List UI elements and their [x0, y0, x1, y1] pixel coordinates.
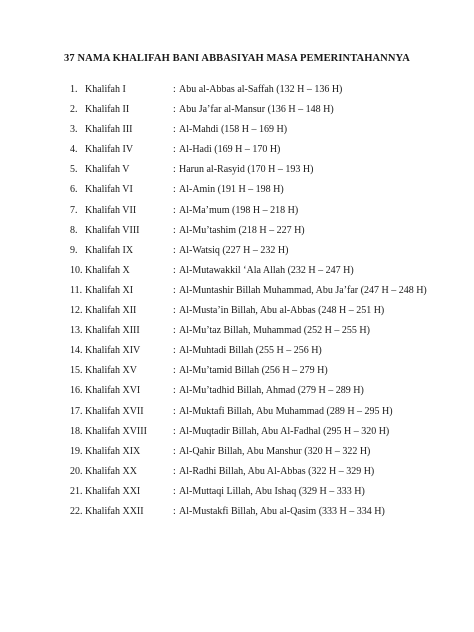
item-separator: : — [173, 204, 176, 216]
item-number: 17. — [70, 405, 83, 417]
item-separator: : — [173, 465, 176, 477]
item-separator: : — [173, 325, 176, 337]
list-item — [70, 506, 470, 526]
item-value: Al-Muhtadi Billah (255 H – 256 H) — [179, 345, 322, 357]
item-title: Khalifah V — [85, 164, 130, 176]
item-number: 9. — [70, 244, 78, 256]
item-number: 7. — [70, 204, 78, 216]
item-separator: : — [173, 365, 176, 377]
item-title: Khalifah XVIII — [85, 425, 147, 437]
item-separator: : — [173, 224, 176, 236]
list-item — [70, 285, 470, 305]
list-item — [70, 225, 470, 245]
item-title: Khalifah X — [85, 264, 130, 276]
list-item — [70, 265, 470, 285]
list-item — [70, 365, 470, 385]
item-value: Abu Ja’far al-Mansur (136 H – 148 H) — [179, 104, 334, 116]
item-separator: : — [173, 244, 176, 256]
list-item — [70, 406, 470, 426]
item-number: 1. — [70, 84, 78, 95]
item-number: 3. — [70, 124, 78, 136]
item-title: Khalifah XIII — [85, 325, 140, 337]
item-separator: : — [173, 505, 176, 517]
item-title: Khalifah I — [85, 84, 126, 95]
item-value: Al-Mu’tashim (218 H – 227 H) — [179, 224, 305, 236]
item-separator: : — [173, 445, 176, 457]
item-title: Khalifah VI — [85, 184, 133, 196]
list-item — [70, 325, 470, 345]
item-value: Al-Mu’tamid Billah (256 H – 279 H) — [179, 365, 328, 377]
list-item — [70, 144, 470, 164]
item-value: Al-Ma’mum (198 H – 218 H) — [179, 204, 299, 216]
item-separator: : — [173, 84, 176, 95]
item-title: Khalifah III — [85, 124, 133, 136]
list-item — [70, 104, 470, 124]
item-number: 5. — [70, 164, 78, 176]
item-separator: : — [173, 425, 176, 437]
item-separator: : — [173, 124, 176, 136]
item-value: Al-Watsiq (227 H – 232 H) — [179, 244, 289, 256]
item-value: Al-Muntashir Billah Muhammad, Abu Ja’far (247 H – 248 H) — [179, 284, 427, 296]
list-item — [70, 446, 470, 466]
item-title: Khalifah VIII — [85, 224, 140, 236]
list-item — [70, 84, 470, 104]
item-number: 18. — [70, 425, 83, 437]
item-title: Khalifah XIX — [85, 445, 141, 457]
item-value: Al-Hadi (169 H – 170 H) — [179, 144, 281, 156]
item-number: 22. — [70, 505, 83, 517]
item-title: Khalifah XV — [85, 365, 137, 377]
item-value: Al-Amin (191 H – 198 H) — [179, 184, 284, 196]
item-value: Al-Mutawakkil ‘Ala Allah (232 H – 247 H) — [179, 264, 354, 276]
item-separator: : — [173, 184, 176, 196]
item-value: Al-Musta’in Billah, Abu al-Abbas (248 H – 251 H) — [179, 305, 385, 317]
item-number: 6. — [70, 184, 78, 196]
item-number: 14. — [70, 345, 83, 357]
item-number: 21. — [70, 485, 83, 497]
item-separator: : — [173, 345, 176, 357]
item-number: 11. — [70, 284, 83, 296]
item-separator: : — [173, 144, 176, 156]
item-number: 10. — [70, 264, 83, 276]
item-title: Khalifah VII — [85, 204, 137, 216]
item-value: Al-Muttaqi Lillah, Abu Ishaq (329 H – 333 H) — [179, 485, 365, 497]
item-value: Al-Muktafi Billah, Abu Muhammad (289 H – 295 H) — [179, 405, 393, 417]
item-value: Al-Muqtadir Billah, Abu Al-Fadhal (295 H – 320 H) — [179, 425, 390, 437]
item-number: 2. — [70, 104, 78, 116]
item-title: Khalifah II — [85, 104, 130, 116]
item-number: 20. — [70, 465, 83, 477]
list-item — [70, 466, 470, 486]
item-separator: : — [173, 284, 176, 296]
list-item — [70, 426, 470, 446]
item-separator: : — [173, 264, 176, 276]
list-item — [70, 184, 470, 204]
item-value: Al-Mahdi (158 H – 169 H) — [179, 124, 288, 136]
list-item — [70, 124, 470, 144]
list-item — [70, 305, 470, 325]
item-title: Khalifah IV — [85, 144, 134, 156]
item-title: Khalifah IX — [85, 244, 134, 256]
list-item — [70, 486, 470, 506]
item-separator: : — [173, 405, 176, 417]
item-title: Khalifah XXI — [85, 485, 141, 497]
list-item — [70, 164, 470, 184]
item-number: 13. — [70, 325, 83, 337]
list-item — [70, 205, 470, 225]
item-number: 15. — [70, 365, 83, 377]
item-value: Harun al-Rasyid (170 H – 193 H) — [179, 164, 314, 176]
item-separator: : — [173, 305, 176, 317]
item-title: Khalifah XI — [85, 284, 134, 296]
item-value: Al-Radhi Billah, Abu Al-Abbas (322 H – 329 H) — [179, 465, 375, 477]
list-item — [70, 385, 470, 405]
item-number: 4. — [70, 144, 78, 156]
item-separator: : — [173, 385, 176, 397]
item-value: Al-Qahir Billah, Abu Manshur (320 H – 322 H) — [179, 445, 371, 457]
item-title: Khalifah XVII — [85, 405, 144, 417]
item-separator: : — [173, 104, 176, 116]
item-title: Khalifah XIV — [85, 345, 141, 357]
item-number: 19. — [70, 445, 83, 457]
item-title: Khalifah XII — [85, 305, 137, 317]
item-separator: : — [173, 485, 176, 497]
item-value: Al-Mu’taz Billah, Muhammad (252 H – 255 H) — [179, 325, 370, 337]
list-item — [70, 245, 470, 265]
item-separator: : — [173, 164, 176, 176]
list-item — [70, 345, 470, 365]
item-value: Al-Mustakfi Billah, Abu al-Qasim (333 H – 334 H) — [179, 505, 385, 517]
item-number: 8. — [70, 224, 78, 236]
item-number: 16. — [70, 385, 83, 397]
item-title: Khalifah XVI — [85, 385, 141, 397]
khalifah-list — [70, 84, 470, 526]
item-number: 12. — [70, 305, 83, 317]
item-title: Khalifah XX — [85, 465, 137, 477]
item-title: Khalifah XXII — [85, 505, 144, 517]
item-value: Abu al-Abbas al-Saffah (132 H – 136 H) — [179, 84, 343, 95]
document-title: 37 NAMA KHALIFAH BANI ABBASIYAH MASA PEMERINTAHANNYA — [64, 53, 410, 64]
item-value: Al-Mu’tadhid Billah, Ahmad (279 H – 289 H) — [179, 385, 364, 397]
